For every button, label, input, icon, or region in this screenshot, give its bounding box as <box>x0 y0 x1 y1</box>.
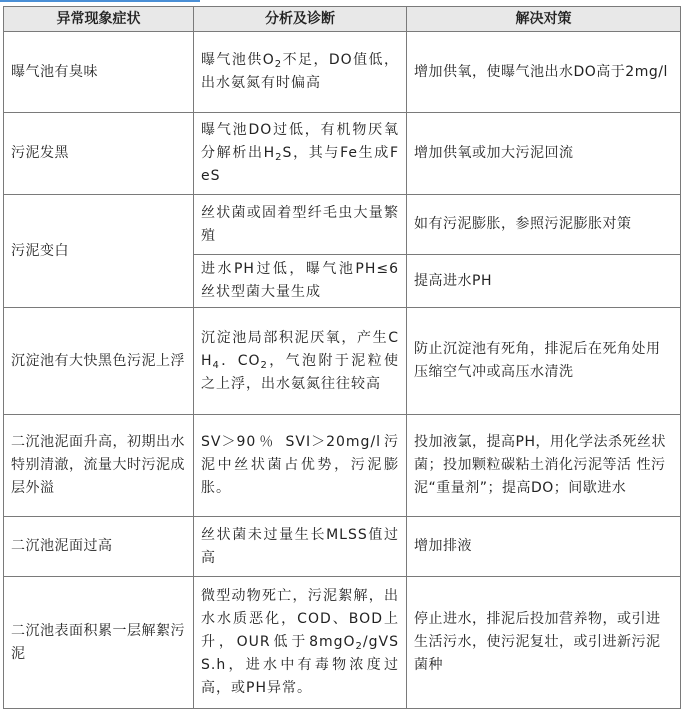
header-symptom: 异常现象症状 <box>4 7 194 32</box>
symptom-cell: 二沉池表面积累一层解絮污泥 <box>4 577 194 709</box>
symptom-cell: 二沉池泥面升高，初期出水特别清澈，流量大时污泥成层外溢 <box>4 415 194 517</box>
table-row <box>4 577 681 709</box>
symptom-cell: 污泥发黑 <box>4 113 194 195</box>
analysis-cell: 进水PH过低，曝气池PH≤6丝状型菌大量生成 <box>194 255 407 308</box>
analysis-cell: 沉淀池局部积泥厌氧，产生$CH_4$．$CO_2$，气泡附于泥粒使之上浮，出水氨氮往往较高 <box>194 308 407 415</box>
symptom-cell: 污泥变白 <box>4 195 194 308</box>
analysis-cell: 曝气池DO过低，有机物厌氧分解析出$H_2S$，其与Fe生成FeS <box>194 113 407 195</box>
table-row <box>4 113 681 195</box>
analysis-cell: 微型动物死亡，污泥絮解，出水水质恶化，COD、BOD上升，OUR低于8mgO$_2$/gVSS.h，进水中有毒物浓度过高，或PH异常。 <box>194 577 407 709</box>
solution-cell: 增加供氧，使曝气池出水DO高于2mg/l <box>407 32 681 113</box>
analysis-cell: 曝气池供$O_2$不足，DO值低，出水氨氮有时偏高 <box>194 32 407 113</box>
table-row <box>4 32 681 113</box>
analysis-cell: 丝状菌未过量生长MLSS值过高 <box>194 517 407 577</box>
analysis-cell: SV＞90％ SVI＞20mg/l污泥中丝状菌占优势，污泥膨胀。 <box>194 415 407 517</box>
troubleshooting-table <box>3 6 681 709</box>
solution-cell: 增加供氧或加大污泥回流 <box>407 113 681 195</box>
table-row <box>4 415 681 517</box>
symptom-cell: 曝气池有臭味 <box>4 32 194 113</box>
symptom-cell: 二沉池泥面过高 <box>4 517 194 577</box>
top-accent-bar <box>0 0 200 2</box>
table-row <box>4 517 681 577</box>
header-analysis: 分析及诊断 <box>194 7 407 32</box>
header-solution: 解决对策 <box>407 7 681 32</box>
table-row <box>4 195 681 255</box>
solution-cell: 如有污泥膨胀，参照污泥膨胀对策 <box>407 195 681 255</box>
header-row <box>4 7 681 32</box>
solution-cell: 增加排液 <box>407 517 681 577</box>
solution-cell: 提高进水PH <box>407 255 681 308</box>
solution-cell: 防止沉淀池有死角，排泥后在死角处用压缩空气冲或高压水清洗 <box>407 308 681 415</box>
symptom-cell: 沉淀池有大快黑色污泥上浮 <box>4 308 194 415</box>
analysis-cell: 丝状菌或固着型纤毛虫大量繁殖 <box>194 195 407 255</box>
table-row <box>4 308 681 415</box>
solution-cell: 停止进水，排泥后投加营养物，或引进生活污水，使污泥复壮，或引进新污泥菌种 <box>407 577 681 709</box>
solution-cell: 投加液氯，提高PH，用化学法杀死丝状菌；投加颗粒碳粘土消化污泥等活 性污泥“重量剂”；提高DO；间歇进水 <box>407 415 681 517</box>
